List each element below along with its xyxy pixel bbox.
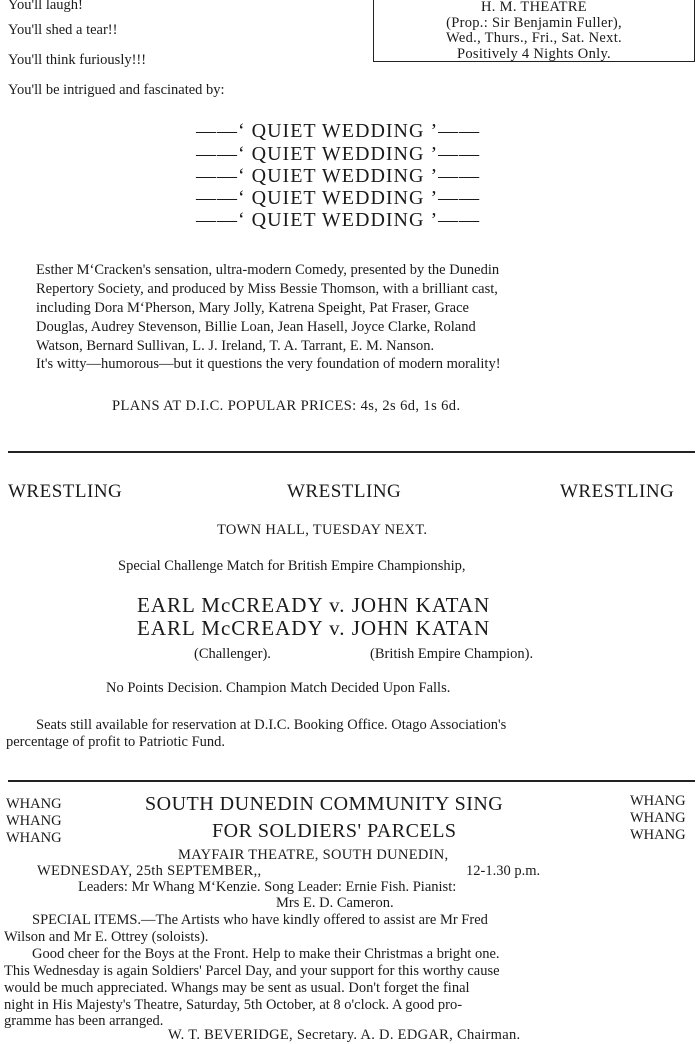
teaser-line: You'll think furiously!!! [8,52,147,68]
sing-leaders: Leaders: Mr Whang M‘Kenzie. Song Leader: Ernie Fish. Pianist: [78,879,457,895]
whang-word: WHANG [6,830,62,846]
whang-word: WHANG [630,810,686,826]
sing-date: WEDNESDAY, 25th SEPTEMBER,, [37,863,262,879]
divider [8,780,695,782]
cheer-line: This Wednesday is again Soldiers' Parcel Day, and your support for this worthy cause [4,963,500,979]
whang-left [6,796,62,847]
whang-word: WHANG [6,813,62,829]
description-line: It's witty—humorous—but it questions the very foundation of modern morality! [36,356,501,372]
theatre-days: Wed., Thurs., Fri., Sat. Next. [446,30,622,46]
whang-word: WHANG [6,796,62,812]
play-title: ——‘ QUIET WEDDING ’—— [196,165,481,187]
sing-time: 12-1.30 p.m. [466,863,541,879]
theatre-box [373,0,695,62]
plans-prices: PLANS AT D.I.C. POPULAR PRICES: 4s, 2s 6d, 1s 6d. [112,398,461,414]
theatre-nights: Positively 4 Nights Only. [457,45,611,62]
match-rules: No Points Decision. Champion Match Decided Upon Falls. [106,680,451,696]
play-title: ——‘ QUIET WEDDING ’—— [196,187,481,209]
theatre-name: H. M. THEATRE [481,0,587,15]
cheer-line: night in His Majesty's Theatre, Saturday, 5th October, at 8 o'clock. A good pro- [4,997,463,1013]
whang-right [630,793,686,844]
play-title: ——‘ QUIET WEDDING ’—— [196,120,481,142]
special-items: SPECIAL ITEMS.—The Artists who have kindly offered to assist are Mr Fred [32,912,488,928]
signature: W. T. BEVERIDGE, Secretary. A. D. EDGAR, Chairman. [168,1027,521,1043]
sing-subtitle: FOR SOLDIERS' PARCELS [212,820,457,842]
cheer-line: gramme has been arranged. [4,1013,164,1029]
wrestling-venue: TOWN HALL, TUESDAY NEXT. [217,522,428,538]
description-line: Douglas, Audrey Stevenson, Billie Loan, Jean Hasell, Joyce Clarke, Roland [36,319,476,335]
description-line: Esther M‘Cracken's sensation, ultra-modern Comedy, presented by the Dunedin [36,262,500,278]
wrestling-header: WRESTLING [8,481,123,502]
cheer-line: Good cheer for the Boys at the Front. Help to make their Christmas a bright one. [32,946,500,962]
description-line: Repertory Society, and produced by Miss Bessie Thomson, with a brilliant cast, [36,281,498,297]
champion-label: (British Empire Champion). [370,646,534,662]
theatre-proprietor: (Prop.: Sir Benjamin Fuller), [446,14,622,31]
special-items: Wilson and Mr E. Ottrey (soloists). [4,929,209,945]
seats-info: Seats still available for reservation at D.I.C. Booking Office. Otago Association's [36,717,507,733]
seats-info: percentage of profit to Patriotic Fund. [6,734,226,750]
play-title: ——‘ QUIET WEDDING ’—— [196,209,481,231]
challenger-label: (Challenger). [194,646,271,662]
play-title: ——‘ QUIET WEDDING ’—— [196,143,481,165]
whang-word: WHANG [630,827,686,843]
teaser-line: You'll be intrigued and fascinated by: [8,82,225,98]
divider [8,451,695,453]
sing-venue: MAYFAIR THEATRE, SOUTH DUNEDIN, [178,847,449,863]
wrestling-header: WRESTLING [560,481,675,502]
wrestling-subtitle: Special Challenge Match for British Empire Championship, [118,558,466,574]
wrestling-header: WRESTLING [287,481,402,502]
cheer-line: would be much appreciated. Whangs may be sent as usual. Don't forget the final [4,980,470,996]
whang-word: WHANG [630,793,686,809]
teaser-line: You'll shed a tear!! [8,22,118,38]
description-line: including Dora M‘Pherson, Mary Jolly, Katrena Speight, Pat Fraser, Grace [36,300,469,316]
description-line: Watson, Bernard Sullivan, L. J. Ireland, T. A. Tarrant, E. M. Nanson. [36,338,435,354]
match-line: EARL McCREADY v. JOHN KATAN [137,593,491,617]
sing-title: SOUTH DUNEDIN COMMUNITY SING [145,793,504,815]
teaser-line: You'll laugh! [8,0,83,13]
match-line: EARL McCREADY v. JOHN KATAN [137,616,491,640]
sing-pianist: Mrs E. D. Cameron. [276,895,394,911]
